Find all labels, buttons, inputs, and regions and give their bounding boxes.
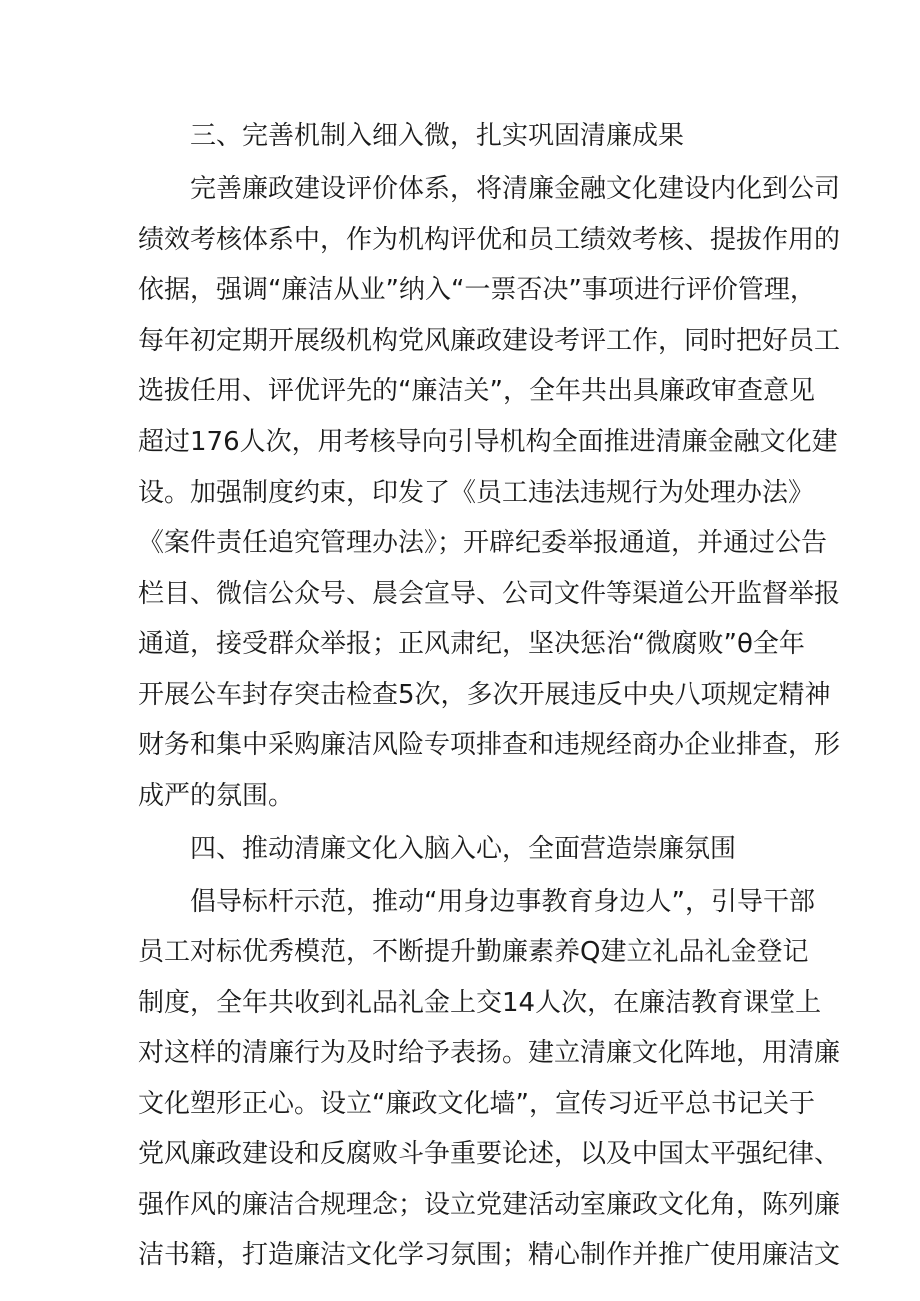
section-3-paragraph-line: 通道，接受群众举报；正风肃纪，坚决惩治“微腐败”θ全年 <box>138 629 805 659</box>
section-3-paragraph-line: 设。加强制度约束，印发了《员工违法违规行为处理办法》 <box>138 478 815 508</box>
section-3-paragraph-line: 绩效考核体系中，作为机构评优和员工绩效考核、提拔作用的 <box>138 225 841 255</box>
section-4-paragraph-line: 倡导标杆示范，推动“用身边事教育身边人”，引导干部 <box>190 887 815 917</box>
section-4-paragraph-line: 洁书籍，打造廉洁文化学习氛围；精心制作并推广使用廉洁文 <box>138 1240 841 1270</box>
section-4-paragraph-line: 制度，全年共收到礼品礼金上交14人次，在廉洁教育课堂上 <box>138 988 822 1018</box>
section-3-paragraph-line: 依据，强调“廉洁从业”纳入“一票否决”事项进行评价管理， <box>138 275 816 305</box>
section-4-paragraph-line: 文化塑形正心。设立“廉政文化墙”，宣传习近平总书记关于 <box>138 1089 815 1119</box>
section-4-heading: 四、推动清廉文化入脑入心，全面营造崇廉氛围 <box>190 834 737 864</box>
section-3-heading: 三、完善机制入细入微，扎实巩固清廉成果 <box>190 121 685 151</box>
section-3-paragraph-line: 开展公车封存突击检查5次，多次开展违反中央八项规定精神 <box>138 680 831 710</box>
section-3-paragraph-line: 财务和集中采购廉洁风险专项排查和违规经商办企业排查，形 <box>138 730 841 760</box>
section-4-paragraph-line: 对这样的清廉行为及时给予表扬。建立清廉文化阵地，用清廉 <box>138 1038 841 1068</box>
section-3-paragraph-line: 《案件责任追究管理办法》；开辟纪委举报通道，并通过公告 <box>138 528 828 558</box>
section-3-paragraph-line: 每年初定期开展级机构党风廉政建设考评工作，同时把好员工 <box>138 326 841 356</box>
section-4-paragraph-line: 员工对标优秀模范，不断提升勤廉素养Q建立礼品礼金登记 <box>138 937 809 967</box>
section-3-paragraph-line: 完善廉政建设评价体系，将清廉金融文化建设内化到公司 <box>190 174 841 204</box>
section-3-paragraph-line: 成严的氛围。 <box>138 781 295 811</box>
section-3-paragraph-line: 栏目、微信公众号、晨会宣导、公司文件等渠道公开监督举报 <box>138 579 841 609</box>
section-3-paragraph-line: 超过176人次，用考核导向引导机构全面推进清廉金融文化建 <box>138 427 838 457</box>
section-4-paragraph-line: 党风廉政建设和反腐败斗争重要论述，以及中国太平强纪律、 <box>138 1139 841 1169</box>
section-4-paragraph-line: 强作风的廉洁合规理念；设立党建活动室廉政文化角，陈列廉 <box>138 1190 841 1220</box>
section-3-paragraph-line: 选拔任用、评优评先的“廉洁关”，全年共出具廉政审查意见 <box>138 376 815 406</box>
